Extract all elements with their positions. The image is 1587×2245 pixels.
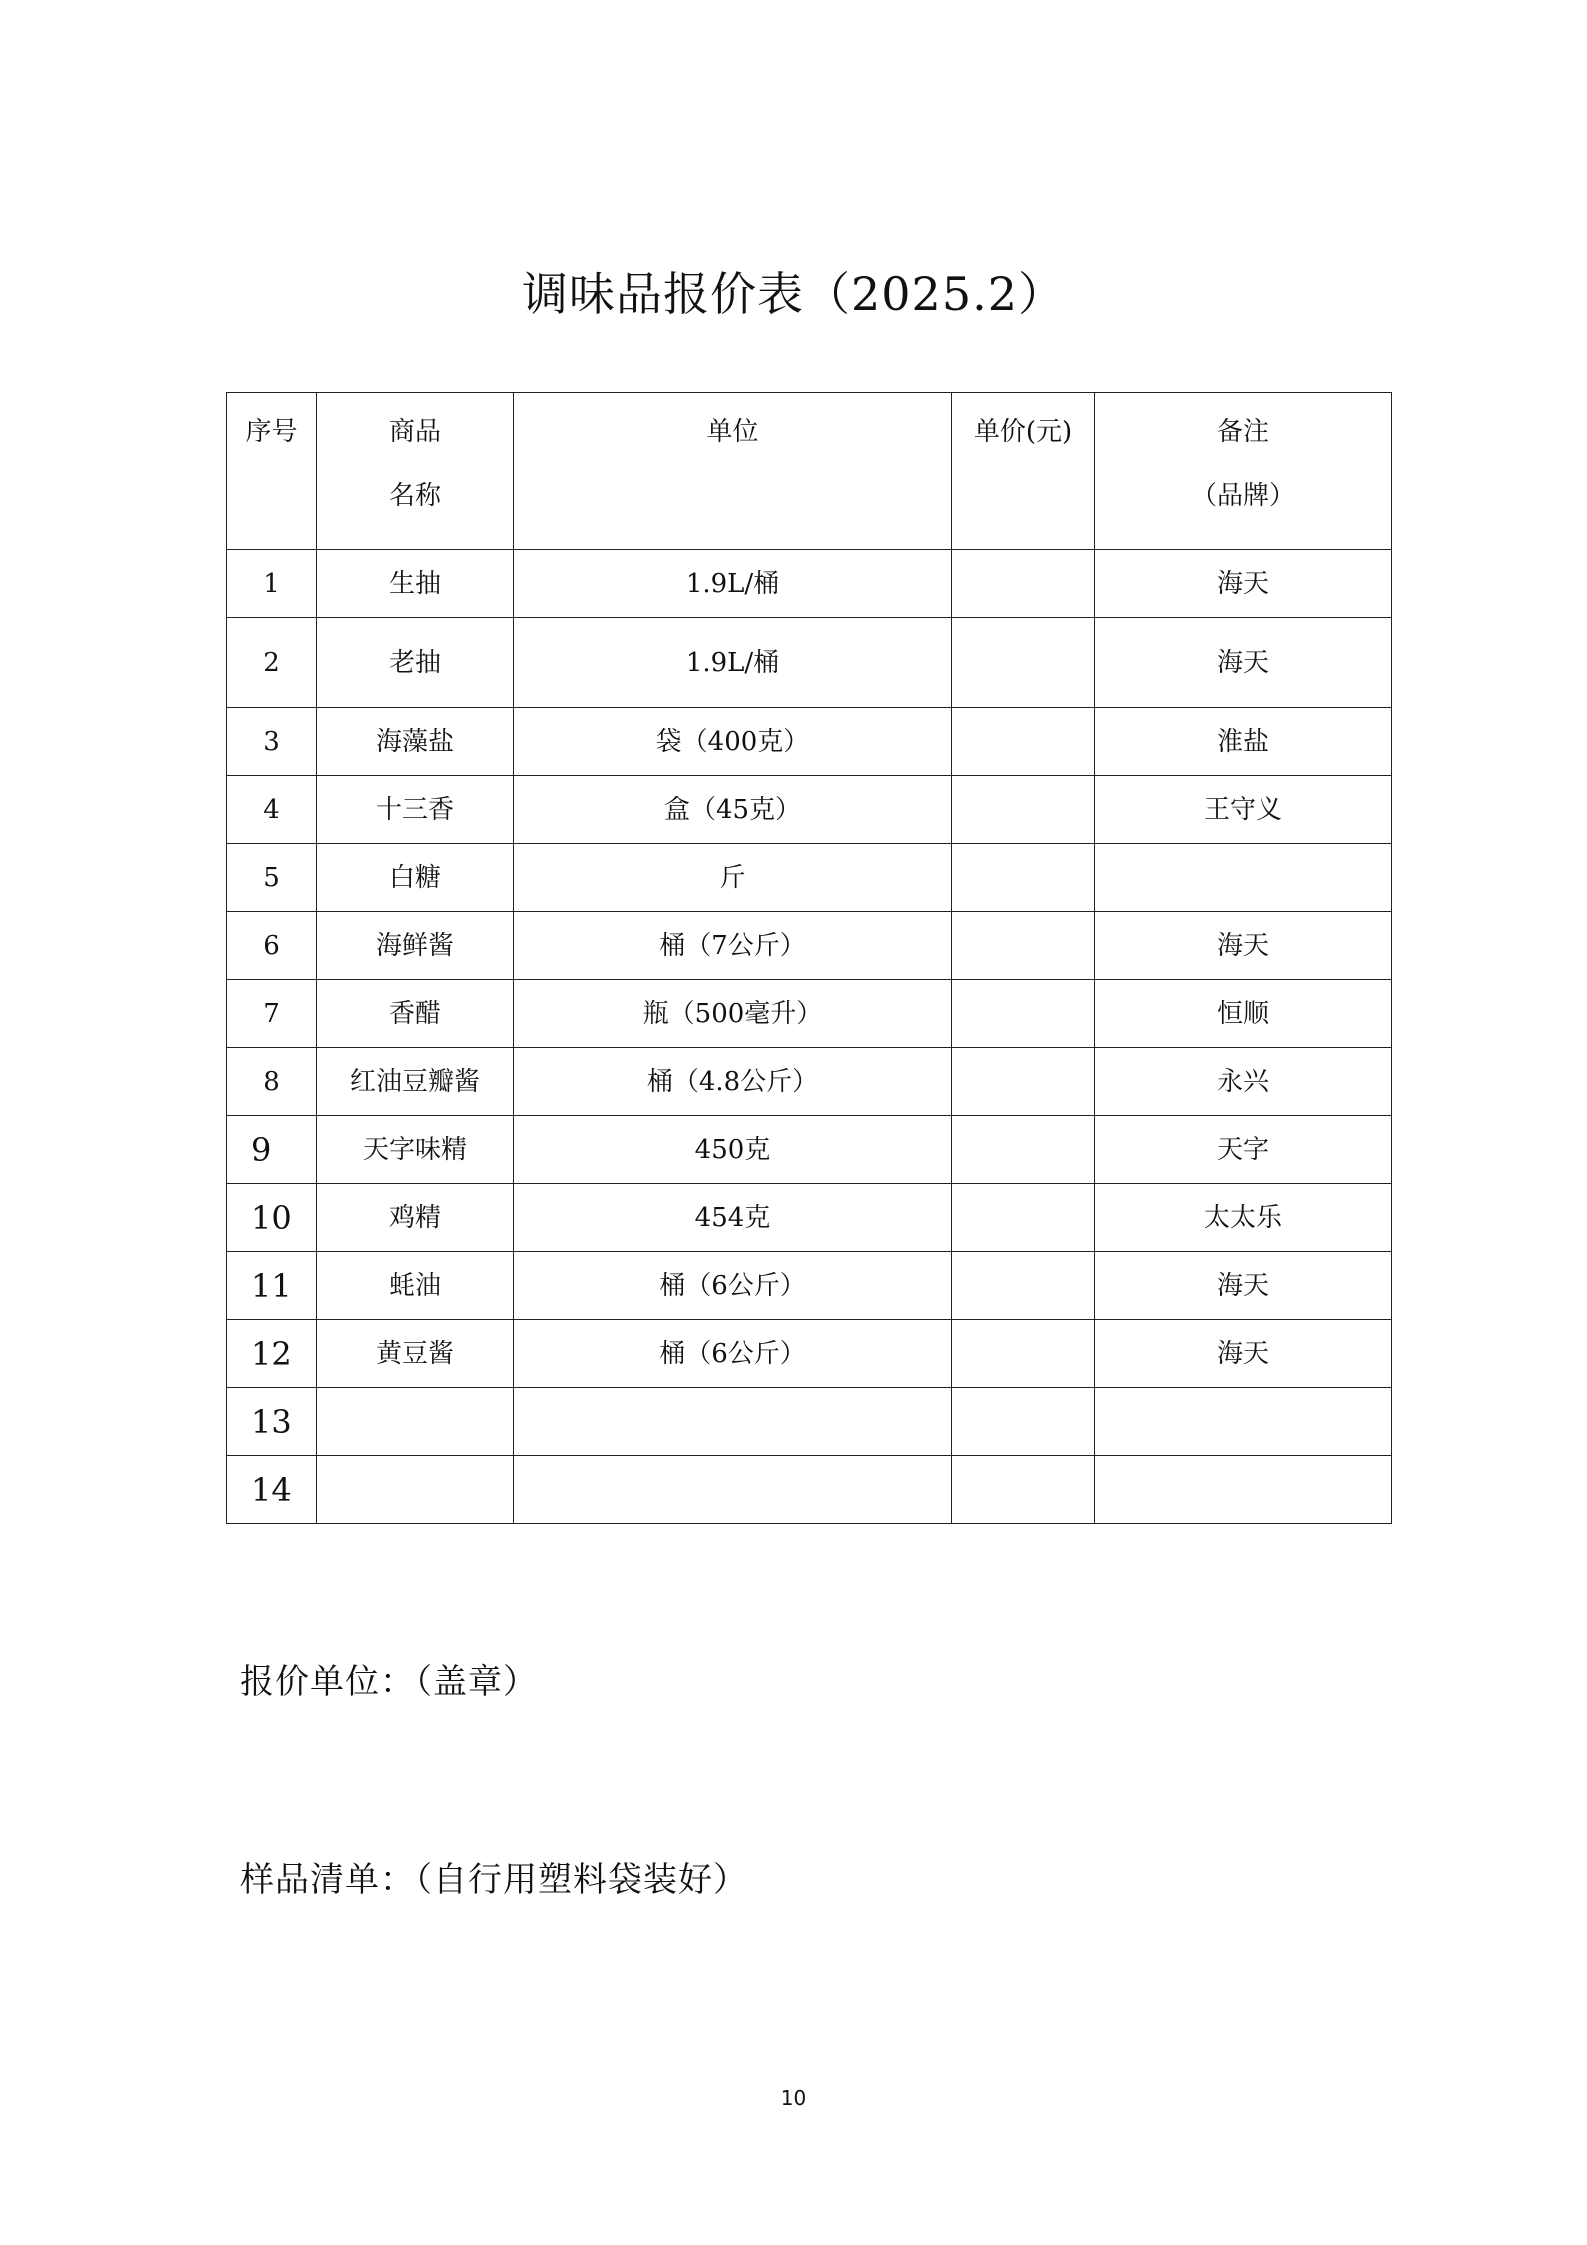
cell-price <box>952 980 1095 1048</box>
quote-table <box>226 392 1392 1524</box>
cell-no: 12 <box>227 1320 317 1388</box>
cell-brand <box>1095 844 1392 912</box>
cell-name: 鸡精 <box>317 1184 514 1252</box>
header-unit-label: 单位 <box>706 417 759 447</box>
cell-brand: 海天 <box>1095 912 1392 980</box>
header-brand-line2: （品牌） <box>1190 481 1295 511</box>
cell-price <box>952 1048 1095 1116</box>
cell-brand: 海天 <box>1095 618 1392 708</box>
header-cell-no <box>227 393 317 550</box>
cell-no: 4 <box>227 776 317 844</box>
cell-price <box>952 618 1095 708</box>
table-row <box>227 1456 1392 1524</box>
cell-brand: 永兴 <box>1095 1048 1392 1116</box>
header-price-label: 单价(元) <box>973 417 1073 447</box>
cell-name <box>317 1456 514 1524</box>
cell-unit: 454克 <box>514 1184 952 1252</box>
cell-name: 海鲜酱 <box>317 912 514 980</box>
cell-brand <box>1095 1388 1392 1456</box>
cell-price <box>952 708 1095 776</box>
cell-name: 老抽 <box>317 618 514 708</box>
table-row <box>227 1388 1392 1456</box>
cell-price <box>952 1456 1095 1524</box>
cell-unit <box>514 1388 952 1456</box>
cell-name: 蚝油 <box>317 1252 514 1320</box>
cell-no: 9 <box>227 1116 317 1184</box>
cell-no: 7 <box>227 980 317 1048</box>
cell-no: 14 <box>227 1456 317 1524</box>
cell-price <box>952 1116 1095 1184</box>
header-name-line1: 商品 <box>388 417 441 447</box>
cell-unit: 桶（7公斤） <box>514 912 952 980</box>
cell-name: 白糖 <box>317 844 514 912</box>
cell-unit: 桶（6公斤） <box>514 1252 952 1320</box>
cell-price <box>952 1252 1095 1320</box>
cell-name: 天字味精 <box>317 1116 514 1184</box>
cell-unit: 桶（6公斤） <box>514 1320 952 1388</box>
cell-no: 3 <box>227 708 317 776</box>
cell-no: 8 <box>227 1048 317 1116</box>
cell-brand: 王守义 <box>1095 776 1392 844</box>
table-header-row <box>227 393 1392 550</box>
header-cell-unit <box>514 393 952 550</box>
cell-unit: 450克 <box>514 1116 952 1184</box>
cell-unit: 瓶（500毫升） <box>514 980 952 1048</box>
cell-no: 11 <box>227 1252 317 1320</box>
table-row <box>227 980 1392 1048</box>
cell-no: 2 <box>227 618 317 708</box>
sample-list-line: 样品清单：（自行用塑料袋装好） <box>240 1860 748 1900</box>
cell-price <box>952 776 1095 844</box>
page-title: 调味品报价表（2025.2） <box>522 267 1065 321</box>
cell-unit: 斤 <box>514 844 952 912</box>
table-row <box>227 550 1392 618</box>
table-row <box>227 844 1392 912</box>
cell-name: 红油豆瓣酱 <box>317 1048 514 1116</box>
cell-brand: 海天 <box>1095 550 1392 618</box>
cell-brand: 恒顺 <box>1095 980 1392 1048</box>
cell-unit: 袋（400克） <box>514 708 952 776</box>
header-cell-name <box>317 393 514 550</box>
cell-brand <box>1095 1456 1392 1524</box>
cell-unit: 1.9L/桶 <box>514 618 952 708</box>
header-brand-line1: 备注 <box>1216 417 1269 447</box>
cell-no: 13 <box>227 1388 317 1456</box>
cell-brand: 天字 <box>1095 1116 1392 1184</box>
header-name-line2: 名称 <box>388 481 441 511</box>
cell-price <box>952 1184 1095 1252</box>
cell-name: 生抽 <box>317 550 514 618</box>
table-row <box>227 1048 1392 1116</box>
cell-unit: 1.9L/桶 <box>514 550 952 618</box>
header-cell-price <box>952 393 1095 550</box>
table-row <box>227 912 1392 980</box>
table-row <box>227 618 1392 708</box>
cell-brand: 淮盐 <box>1095 708 1392 776</box>
cell-unit: 盒（45克） <box>514 776 952 844</box>
cell-brand: 太太乐 <box>1095 1184 1392 1252</box>
cell-price <box>952 912 1095 980</box>
cell-price <box>952 550 1095 618</box>
cell-name: 十三香 <box>317 776 514 844</box>
header-no-label: 序号 <box>245 417 298 447</box>
cell-no: 5 <box>227 844 317 912</box>
cell-name: 海藻盐 <box>317 708 514 776</box>
cell-no: 10 <box>227 1184 317 1252</box>
table-row <box>227 1184 1392 1252</box>
table-row <box>227 1320 1392 1388</box>
quote-unit-line: 报价单位：（盖章） <box>240 1662 538 1702</box>
header-cell-brand <box>1095 393 1392 550</box>
cell-brand: 海天 <box>1095 1320 1392 1388</box>
cell-price <box>952 844 1095 912</box>
cell-name: 黄豆酱 <box>317 1320 514 1388</box>
cell-price <box>952 1320 1095 1388</box>
cell-name <box>317 1388 514 1456</box>
cell-no: 6 <box>227 912 317 980</box>
page-number: 10 <box>780 2086 807 2110</box>
cell-no: 1 <box>227 550 317 618</box>
table-row <box>227 708 1392 776</box>
cell-price <box>952 1388 1095 1456</box>
table-row <box>227 1116 1392 1184</box>
cell-name: 香醋 <box>317 980 514 1048</box>
cell-unit <box>514 1456 952 1524</box>
cell-unit: 桶（4.8公斤） <box>514 1048 952 1116</box>
table-row <box>227 776 1392 844</box>
table-row <box>227 1252 1392 1320</box>
cell-brand: 海天 <box>1095 1252 1392 1320</box>
